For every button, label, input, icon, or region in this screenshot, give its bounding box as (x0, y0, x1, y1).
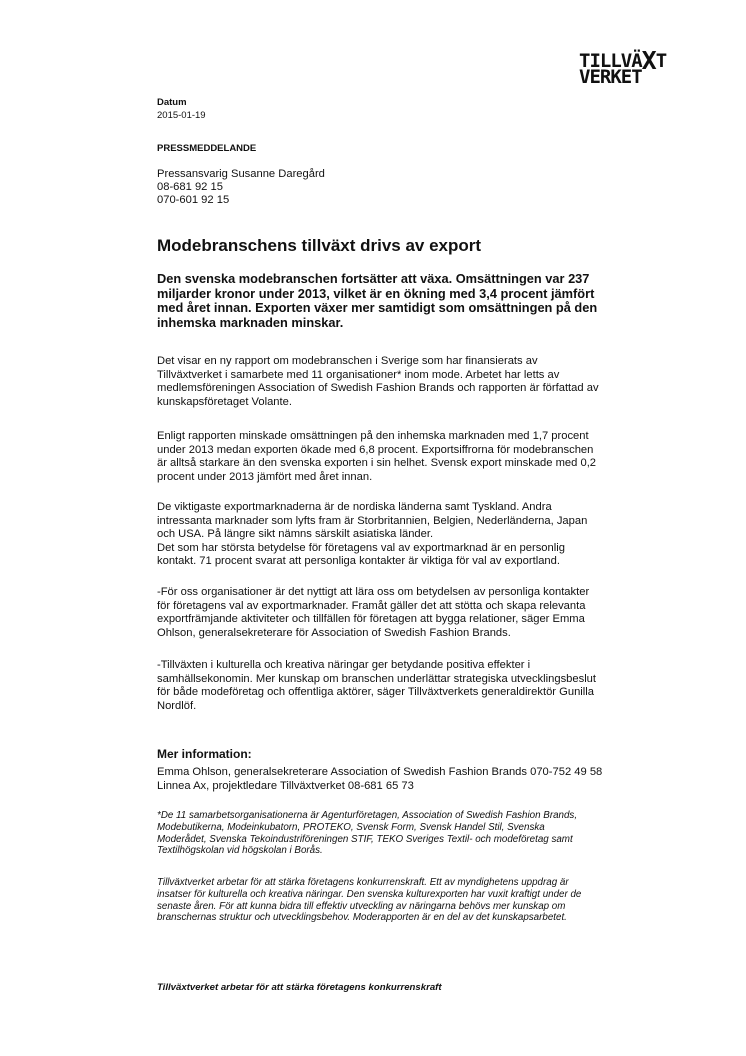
paragraph-line: De viktigaste exportmarknaderna är de nordiska länderna samt Tyskland. Andra (157, 501, 552, 513)
press-contact-line: 08-681 92 15 (157, 181, 223, 193)
paragraph-line: under 2013 medan exporten ökade med 6,8 procent. Exportsiffrorna för modebranschen (157, 443, 594, 456)
paragraph-line: -För oss organisationer är det nyttigt att lära oss om betydelsen av personliga kontakter (157, 586, 590, 598)
paragraph-line: Det som har största betydelse för företagens val av exportmarknad är en personlig (157, 541, 565, 554)
paragraph-4-quote (157, 586, 677, 640)
paragraph-line: procent under 2013 jämfört med året innan. (157, 470, 373, 483)
paragraph-1 (157, 355, 677, 409)
paragraph-line: Nordlöf. (157, 699, 197, 712)
footnote-line: Tillväxtverket arbetar för att stärka företagens konkurrenskraft. Ett av myndighetens uppdrag är (157, 877, 569, 888)
footnote-line: Modebutikerna, Modeinkubatorn, PROTEKO, Svensk Form, Svensk Handel Stil, Svenska (157, 821, 545, 833)
paragraph-line: kunskapsföretaget Volante. (157, 395, 292, 408)
lead-line: miljarder kronor under 2013, vilket är en ökning med 3,4 procent jämfört (157, 285, 595, 301)
date-label: Datum (157, 97, 187, 108)
article-title: Modebranschens tillväxt drivs av export (157, 236, 482, 255)
paragraph-line: och USA. På längre sikt nämns särskilt asiatiska länder. (157, 528, 434, 540)
paragraph-line: intressanta marknader som lyfts fram är Storbritannien, Belgien, Nederländerna, Japan (157, 514, 588, 527)
paragraph-3 (157, 501, 677, 569)
document-type: PRESSMEDDELANDE (157, 143, 257, 154)
logo-line-2: VERKET (579, 66, 642, 88)
paragraph-5-quote (157, 659, 677, 713)
lead-line: med året innan. Exporten växer mer samtidigt som omsättningen på den (157, 300, 598, 315)
press-contact-line: Pressansvarig Susanne Daregård (157, 168, 325, 180)
date-value: 2015-01-19 (157, 110, 206, 121)
lead-line: Den svenska modebranschen fortsätter att växa. Omsättningen var 237 (157, 271, 590, 286)
logo-text-t: T (655, 50, 667, 72)
paragraph-line: medlemsföreningen Association of Swedish Fashion Brands och rapporten är författad av (157, 382, 599, 394)
paragraph-line: Tillväxtverket i samarbete med 11 organisationer* inom mode. Arbetet har letts av (157, 368, 560, 381)
page-footer: Tillväxtverket arbetar för att stärka företagens konkurrenskraft (157, 982, 442, 993)
article-lead (157, 272, 647, 330)
logo-text-x: X (641, 46, 656, 75)
lead-line: inhemska marknaden minskar. (157, 314, 344, 330)
contact-line: Linnea Ax, projektledare Tillväxtverket 08-681 65 73 (157, 779, 414, 792)
paragraph-line: samhällsekonomin. Mer kunskap om branschen underlättar strategiska utvecklingsbeslut (157, 672, 597, 685)
paragraph-line: för företagens val av exportmarknader. Framåt gäller det att stötta och skapa relevanta (157, 599, 586, 612)
paragraph-line: -Tillväxten i kulturella och kreativa näringar ger betydande positiva effekter i (157, 659, 531, 671)
press-contact-line: 070-601 92 15 (157, 194, 230, 206)
paragraph-line: Ohlson, generalsekreterare för Association of Swedish Fashion Brands. (157, 626, 511, 639)
footnote-line: senaste åren. För att kunna bidra till effektiv utveckling av näringarna behövs mer kunskap om (157, 900, 566, 912)
paragraph-line: kontakt. 71 procent svarat att personliga kontakter är viktiga för val av exportland. (157, 555, 560, 567)
more-info-heading: Mer information: (157, 747, 252, 761)
footnote-line: branschernas struktur och utvecklingsbehov. Moderapporten är en del av det kunskapsarbetet. (157, 912, 567, 924)
contact-line: Emma Ohlson, generalsekreterare Association of Swedish Fashion Brands 070-752 49 58 (157, 766, 603, 778)
footnote-line: insatser för kulturella och kreativa näringar. Den svenska kulturexporten har vuxit kraftigt under de (157, 888, 582, 900)
footnote-line: Moderådet, Svenska Tekoindustriföreningen STIF, TEKO Sveriges Textil- och modeföretag samt (157, 833, 573, 845)
paragraph-line: Det visar en ny rapport om modebranschen i Sverige som har finansierats av (157, 355, 538, 367)
paragraph-line: för både modeföretag och offentliga aktörer, säger Tillväxtverkets generaldirektör Gunilla (157, 686, 594, 698)
footnote-about (157, 877, 657, 924)
footnote-line: Textilhögskolan vid högskolan i Borås. (157, 845, 323, 857)
footnote-line: *De 11 samarbetsorganisationerna är Agenturföretagen, Association of Swedish Fashion Brands, (157, 810, 578, 821)
paragraph-line: Enligt rapporten minskade omsättningen på den inhemska marknaden med 1,7 procent (157, 430, 589, 442)
paragraph-line: exportfrämjande aktiviteter och tillfällen för företagen att bygga relationer, säger Emma (157, 613, 585, 625)
logo-text-a: TILLVÄ (579, 50, 642, 72)
tillvaxtverket-logo (579, 45, 691, 87)
paragraph-line: är alltså starkare än den svenska exporten i sin helhet. Svensk export minskade med 0,2 (157, 457, 597, 469)
paragraph-2 (157, 430, 677, 484)
footnote-organisations (157, 810, 657, 857)
press-contact (157, 168, 325, 207)
more-info-contacts (157, 766, 717, 793)
